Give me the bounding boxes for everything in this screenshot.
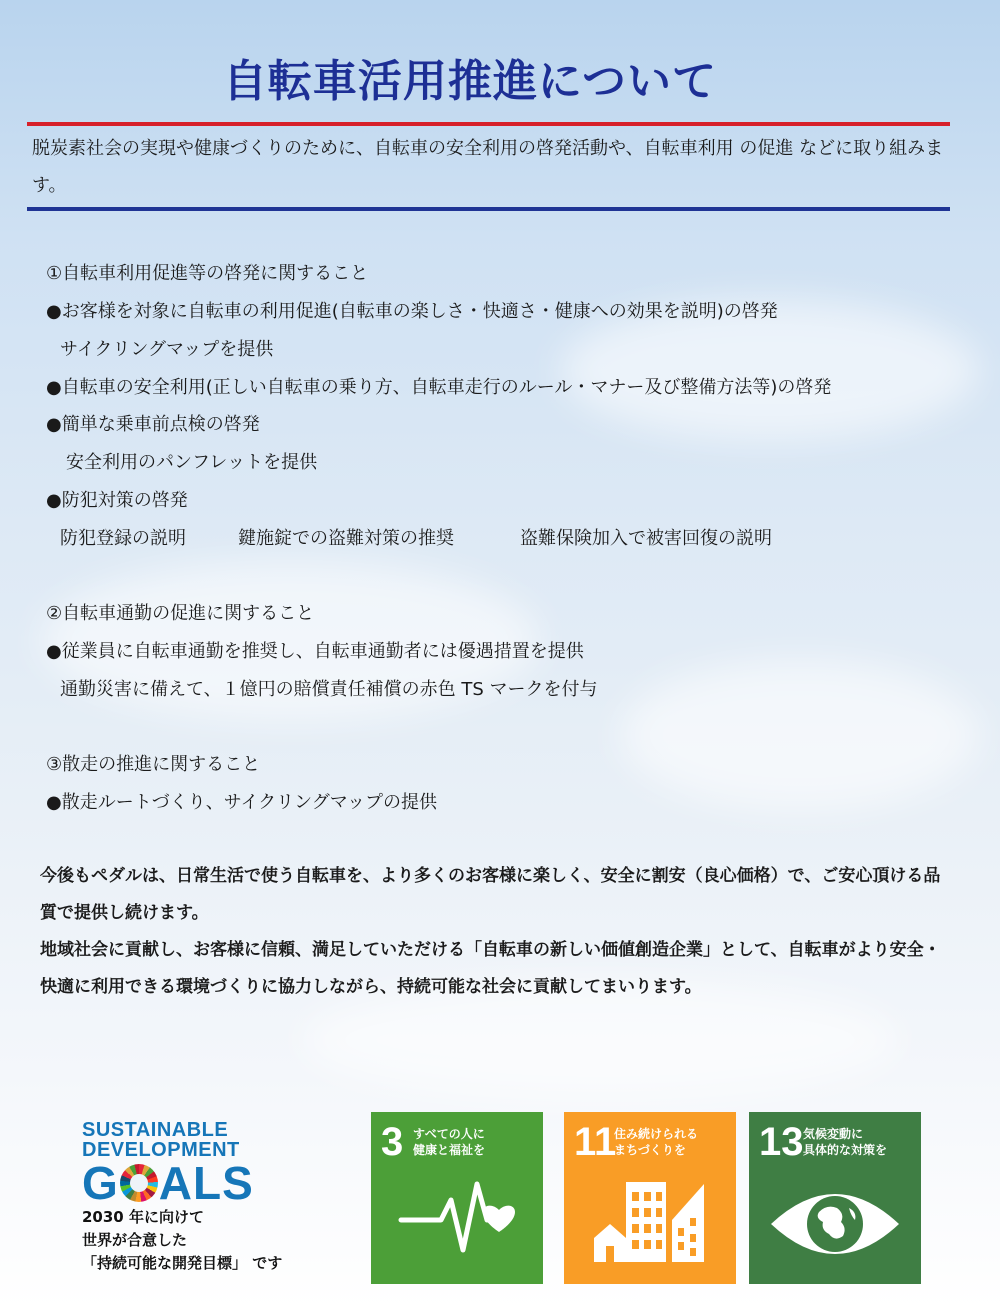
sdg-goal-3-tile <box>371 1112 543 1284</box>
intro-text: 脱炭素社会の実現や健康づくりのために、自転車の安全利用の啓発活動や、自転車利用 の促進 などに取り組みます。 <box>32 138 944 196</box>
section2-bullet1: ●従業員に自転車通勤を推奨し、自転車通勤者には優遇措置を提供 <box>46 641 584 662</box>
goal-number: 3 <box>381 1120 404 1164</box>
section1-bullet4: ●防犯対策の啓発 <box>46 490 188 511</box>
goal-label-line2: 具体的な対策を <box>803 1143 888 1157</box>
goal-number: 11 <box>574 1120 617 1164</box>
sdg-caption-3: 「持続可能な開発目標」 です <box>82 1254 283 1272</box>
sdg-wheel-icon <box>120 1164 158 1202</box>
goal-number: 13 <box>759 1120 804 1164</box>
sdg-word-development: DEVELOPMENT <box>82 1139 240 1161</box>
section3-heading: ③散走の推進に関すること <box>46 754 261 775</box>
section1-heading: ①自転車利用促進等の啓発に関すること <box>46 263 369 284</box>
section1-bullet4-sub1: 防犯登録の説明 <box>60 528 186 549</box>
closing-text <box>40 858 955 1006</box>
section1-bullet1-sub: サイクリングマップを提供 <box>60 339 274 360</box>
sdg-goal-11-tile <box>564 1112 736 1284</box>
closing-paragraph-1: 今後もペダルは、日常生活で使う自転車を、より多くのお客様に楽しく、安全に割安（良心価格）で、ご安心頂ける品質で提供し続けます。 <box>40 866 941 923</box>
sdg-word-goals <box>82 1157 342 1209</box>
page-title: 自転車活用推進について <box>222 56 718 107</box>
section1-bullet2: ●自転車の安全利用(正しい自転車の乗り方、自転車走行のルール・マナー及び整備方法等)の啓発 <box>46 377 832 398</box>
goals-letter-g: G <box>82 1157 119 1209</box>
goal-label-line1: 住み続けられる <box>614 1127 699 1141</box>
section1-bullet4-sub3: 盗難保険加入で被害回復の説明 <box>520 528 772 549</box>
goal-label-line2: まちづくりを <box>614 1143 686 1157</box>
goals-letters-als: ALS <box>158 1157 254 1209</box>
sdg-caption-1: 2030 年に向けて <box>82 1208 204 1226</box>
section1-bullet4-sub2: 鍵施錠での盗難対策の推奨 <box>238 528 454 549</box>
goal-label-line2: 健康と福祉を <box>413 1143 486 1157</box>
section2-bullet1-sub: 通勤災害に備えて、１億円の賠償責任補償の赤色 TS マークを付与 <box>60 679 598 700</box>
earth-eye-icon <box>749 1112 921 1284</box>
blue-divider <box>27 207 950 211</box>
closing-paragraph-2: 地域社会に貢献し、お客様に信頼、満足していただける「自転車の新しい価値創造企業」として、自転車がより安全・快適に利用できる環境づくりに協力しながら、持続可能な社会に貢献してまいります。 <box>40 940 941 997</box>
sdg-goal-13-tile <box>749 1112 921 1284</box>
sdg-caption-2: 世界が合意した <box>82 1231 188 1249</box>
sdg-word-sustainable: SUSTAINABLE <box>82 1119 229 1141</box>
goal-label-line1: 気候変動に <box>803 1127 864 1141</box>
section1-bullet3: ●簡単な乗車前点検の啓発 <box>46 414 260 435</box>
red-divider <box>27 122 950 126</box>
goal-label-line1: すべての人に <box>413 1127 485 1141</box>
sdg-logo <box>82 1120 342 1275</box>
heartbeat-icon <box>371 1112 543 1284</box>
section1-bullet3-sub: 安全利用のパンフレットを提供 <box>66 452 318 473</box>
city-icon <box>564 1112 736 1284</box>
section2-heading: ②自転車通勤の促進に関すること <box>46 603 315 624</box>
section3-bullet1: ●散走ルートづくり、サイクリングマップの提供 <box>46 792 438 813</box>
section1-bullet1: ●お客様を対象に自転車の利用促進(自転車の楽しさ・快適さ・健康への効果を説明)の啓発 <box>46 301 778 322</box>
cloud <box>620 660 980 810</box>
